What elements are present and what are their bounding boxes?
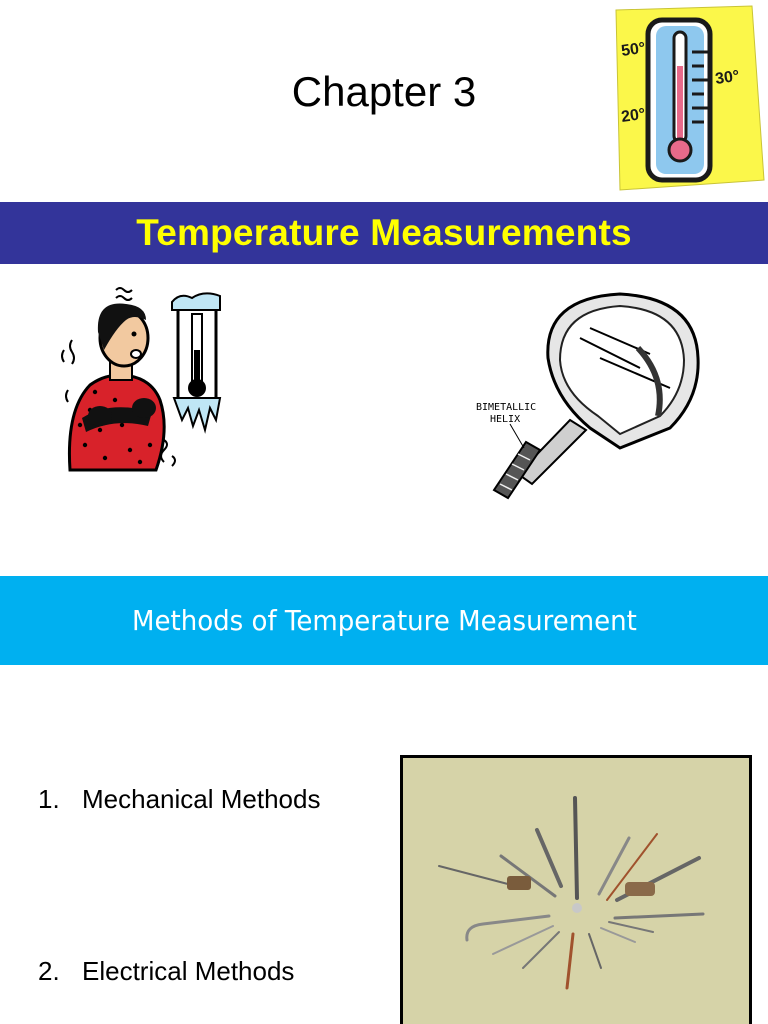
thermometer-label-20: 20° bbox=[620, 105, 647, 126]
thermometer-sticky-illustration bbox=[612, 4, 766, 194]
cold-person-clipart bbox=[60, 280, 235, 480]
temperature-probes-photo bbox=[400, 755, 752, 1024]
method-label: Electrical Methods bbox=[82, 956, 295, 986]
method-item-mechanical bbox=[38, 784, 320, 815]
bimetallic-thermometer-illustration bbox=[470, 288, 710, 503]
slide-title: Temperature Measurements bbox=[136, 212, 632, 253]
method-number: 1. bbox=[38, 784, 60, 814]
thermometer-label-50: 50° bbox=[620, 39, 647, 60]
methods-header: Methods of Temperature Measurement bbox=[131, 604, 637, 637]
bimetal-label-line2: HELIX bbox=[490, 414, 521, 425]
methods-header-bar bbox=[0, 576, 768, 665]
method-label: Mechanical Methods bbox=[82, 784, 321, 814]
temperature-probes-image bbox=[403, 758, 749, 1024]
chapter-title: Chapter 3 bbox=[291, 68, 477, 115]
bimetal-label-line1: BIMETALLIC bbox=[476, 402, 537, 413]
method-number: 2. bbox=[38, 956, 60, 986]
thermometer-label-30: 30° bbox=[714, 67, 741, 88]
title-bar bbox=[0, 202, 768, 264]
method-item-electrical bbox=[38, 956, 294, 987]
